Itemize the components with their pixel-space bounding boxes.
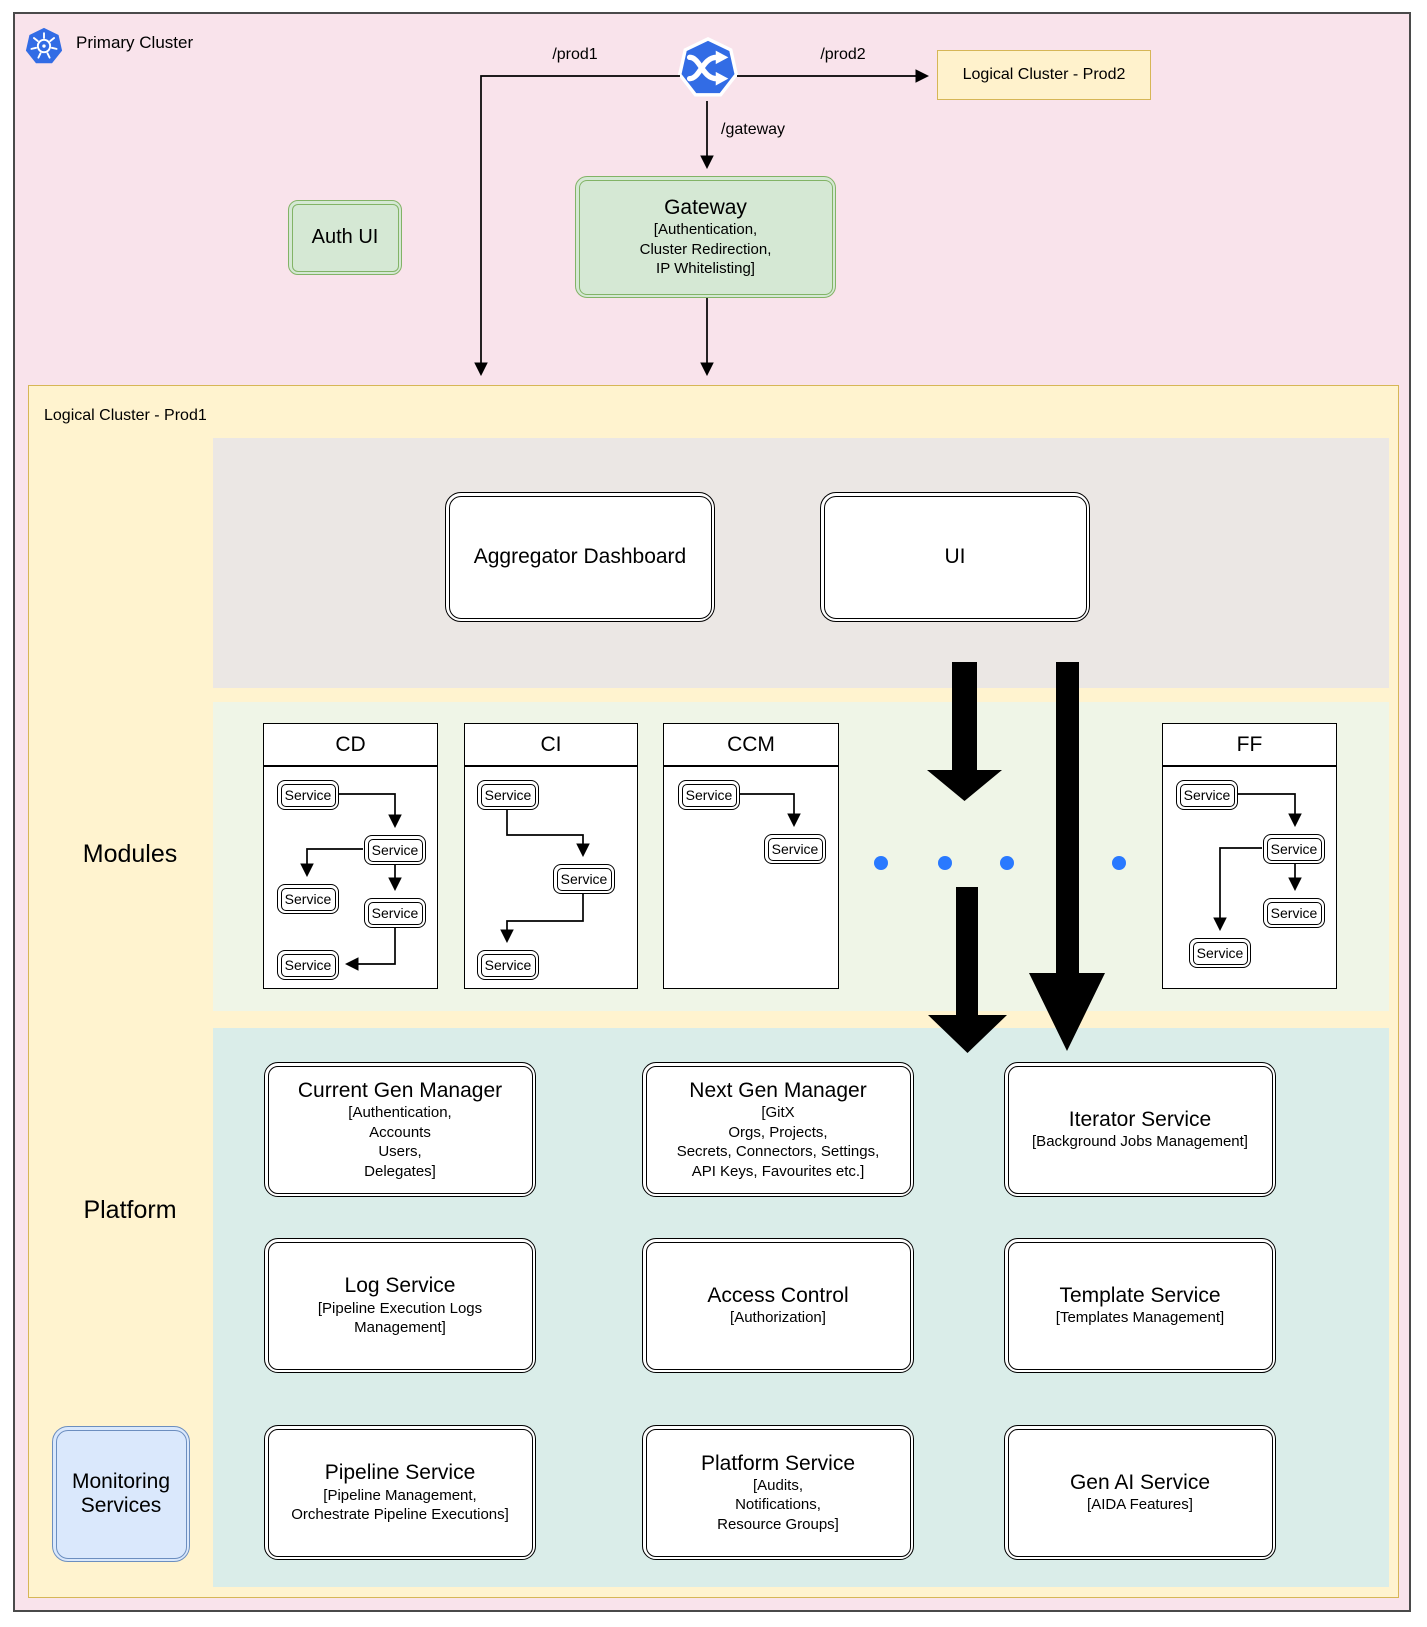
- card-detail-line: [Templates Management]: [1055, 1309, 1225, 1327]
- card-detail-line: Management]: [354, 1319, 446, 1337]
- service-node: Service: [1176, 780, 1238, 810]
- gateway-detail-line: [Authentication,: [653, 221, 758, 239]
- card-title: Platform Service: [700, 1451, 856, 1475]
- card-detail-line: API Keys, Favourites etc.]: [691, 1162, 865, 1180]
- card-title: Pipeline Service: [324, 1461, 476, 1485]
- gateway-detail-line: Cluster Redirection,: [639, 240, 772, 258]
- card-detail-line: Notifications,: [735, 1496, 821, 1514]
- card-title: Current Gen Manager: [297, 1078, 503, 1102]
- primary-cluster-label: Primary Cluster: [76, 33, 194, 52]
- module-ff: [1162, 723, 1337, 989]
- logical-cluster-prod1-label: Logical Cluster - Prod1: [44, 407, 207, 424]
- service-node: Service: [553, 864, 615, 894]
- kubernetes-icon: [25, 27, 63, 66]
- service-node: Service: [764, 834, 826, 864]
- platform-card-next-gen-manager: [642, 1062, 914, 1197]
- service-node: Service: [1263, 898, 1325, 928]
- platform-card-log-service: [264, 1238, 536, 1373]
- card-detail-line: [Pipeline Execution Logs: [317, 1299, 483, 1317]
- module-cd: [263, 723, 438, 989]
- card-detail-line: Users,: [378, 1143, 422, 1161]
- platform-card-platform-service: [642, 1425, 914, 1560]
- card-detail-line: Secrets, Connectors, Settings,: [676, 1143, 880, 1161]
- module-title: CD: [264, 724, 437, 767]
- card-detail-line: Orchestrate Pipeline Executions]: [291, 1506, 509, 1524]
- dashboard-section: [213, 438, 1389, 688]
- platform-card-pipeline-service: [264, 1425, 536, 1560]
- service-node: Service: [1189, 938, 1251, 968]
- card-detail-line: [Authentication,: [348, 1104, 452, 1122]
- card-detail-line: [Audits,: [752, 1476, 804, 1494]
- card-detail-line: [Background Jobs Management]: [1032, 1133, 1248, 1151]
- card-detail-line: [Pipeline Management,: [323, 1486, 477, 1504]
- logical-cluster-prod2-node: Logical Cluster - Prod2: [937, 50, 1151, 100]
- card-detail-line: Delegates]: [364, 1162, 436, 1180]
- card-detail-line: Accounts: [369, 1123, 431, 1141]
- card-title: Next Gen Manager: [689, 1078, 867, 1102]
- gateway-detail-line: IP Whitelisting]: [656, 260, 755, 278]
- card-detail-line: Orgs, Projects,: [728, 1123, 828, 1141]
- card-title: Iterator Service: [1068, 1108, 1212, 1132]
- module-ci: [464, 723, 638, 989]
- module-ccm: [663, 723, 839, 989]
- auth-ui-node: Auth UI: [288, 200, 402, 275]
- route-label-gateway: /gateway: [721, 121, 786, 138]
- ui-node: UI: [820, 492, 1090, 622]
- card-detail-line: [AIDA Features]: [1087, 1496, 1193, 1514]
- module-title: FF: [1163, 724, 1336, 767]
- traffic-router-icon: [677, 36, 739, 100]
- service-node: Service: [678, 780, 740, 810]
- platform-card-current-gen-manager: [264, 1062, 536, 1197]
- monitoring-services-node: Monitoring Services: [52, 1426, 190, 1562]
- card-title: Access Control: [707, 1284, 849, 1308]
- card-title: Template Service: [1059, 1284, 1221, 1308]
- card-detail-line: Resource Groups]: [717, 1515, 839, 1533]
- module-title: CCM: [664, 724, 838, 767]
- service-node: Service: [477, 950, 539, 980]
- platform-label: Platform: [83, 1196, 177, 1224]
- platform-card-gen-ai-service: [1004, 1425, 1276, 1560]
- service-node: Service: [364, 898, 426, 928]
- route-label-prod1: /prod1: [552, 46, 598, 63]
- gateway-node: [575, 176, 836, 298]
- module-title: CI: [465, 724, 637, 767]
- service-node: Service: [477, 780, 539, 810]
- service-node: Service: [364, 835, 426, 865]
- service-node: Service: [277, 780, 339, 810]
- platform-card-template-service: [1004, 1238, 1276, 1373]
- service-node: Service: [1263, 834, 1325, 864]
- card-title: Log Service: [344, 1274, 456, 1298]
- aggregator-dashboard-node: Aggregator Dashboard: [445, 492, 715, 622]
- card-detail-line: [Authorization]: [730, 1309, 826, 1327]
- platform-card-iterator-service: [1004, 1062, 1276, 1197]
- gateway-title: Gateway: [664, 196, 747, 220]
- platform-card-access-control: [642, 1238, 914, 1373]
- modules-label: Modules: [82, 840, 178, 868]
- card-title: Gen AI Service: [1069, 1471, 1211, 1495]
- service-node: Service: [277, 884, 339, 914]
- route-label-prod2: /prod2: [820, 46, 866, 63]
- service-node: Service: [277, 950, 339, 980]
- card-detail-line: [GitX: [761, 1104, 795, 1122]
